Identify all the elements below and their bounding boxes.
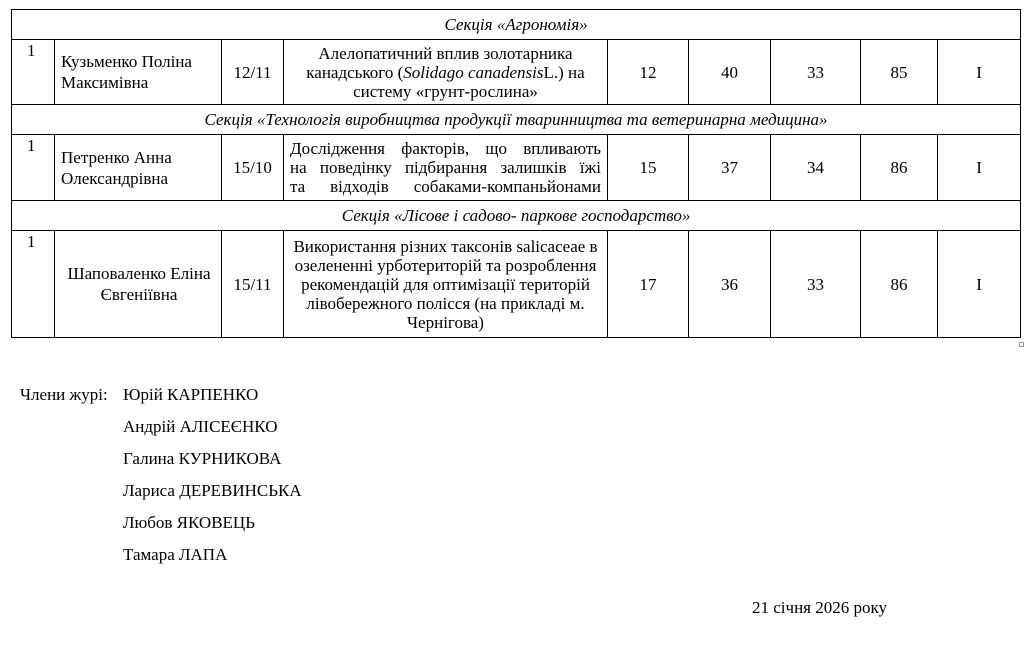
place: І <box>938 231 1021 338</box>
jury-label: Члени журі: <box>20 385 108 404</box>
score-1: 15 <box>608 135 689 201</box>
jury-member: Андрій АЛІСЕЄНКО <box>123 417 278 436</box>
score-1: 12 <box>608 40 689 105</box>
score-1: 17 <box>608 231 689 338</box>
score-2: 40 <box>689 40 771 105</box>
jury-member: Тамара ЛАПА <box>123 545 228 564</box>
topic-text: Алелопатичний вплив золотарника канадського ( <box>306 43 573 82</box>
table-row <box>12 231 1021 338</box>
place: І <box>938 135 1021 201</box>
topic-cell: Використання різних таксонів salicaceae в озелененні урботериторій та розроблення рекомендацій для оптимізації територій лівобережного полісся (на прикладі м. Чернігова) <box>284 231 608 338</box>
results-table <box>11 9 1021 338</box>
table-row <box>12 40 1021 105</box>
entry-code: 12/11 <box>222 40 284 105</box>
participant-name: Петренко Анна Олександрівна <box>55 135 222 201</box>
entry-number: 1 <box>12 135 55 201</box>
score-2: 37 <box>689 135 771 201</box>
score-2: 36 <box>689 231 771 338</box>
jury-member: Юрій КАРПЕНКО <box>123 385 259 404</box>
score-3: 33 <box>771 40 861 105</box>
participant-name: Кузьменко Поліна Максимівна <box>55 40 222 105</box>
section-title: Секція «Технологія виробництва продукції тваринництва та ветеринарна медицина» <box>12 105 1021 135</box>
table-resize-handle[interactable] <box>1019 342 1024 347</box>
topic-latin-name: Solidago canadensis <box>403 62 544 82</box>
participant-name: Шаповаленко Еліна Євгеніївна <box>55 231 222 338</box>
topic-line: на поведінку підбирання залишків їжі <box>290 158 601 177</box>
topic-cell <box>284 40 608 105</box>
entry-code: 15/11 <box>222 231 284 338</box>
total-score: 86 <box>861 231 938 338</box>
score-3: 34 <box>771 135 861 201</box>
section-title: Секція «Лісове і садово- паркове господарство» <box>12 201 1021 231</box>
topic-line: та відходів собаками-компаньйонами <box>290 177 601 196</box>
section-title: Секція «Агрономія» <box>12 10 1021 40</box>
place: І <box>938 40 1021 105</box>
jury-member: Галина КУРНИКОВА <box>123 449 282 468</box>
table-row <box>12 135 1021 201</box>
score-3: 33 <box>771 231 861 338</box>
entry-number: 1 <box>12 231 55 338</box>
entry-code: 15/10 <box>222 135 284 201</box>
total-score: 86 <box>861 135 938 201</box>
entry-number: 1 <box>12 40 55 105</box>
section-header-row <box>12 201 1021 231</box>
topic-text-continued: L.) на систему «грунт-рослина» <box>353 62 585 101</box>
jury-member: Любов ЯКОВЕЦЬ <box>123 513 255 532</box>
section-header-row <box>12 10 1021 40</box>
topic-cell <box>284 135 608 201</box>
document-date: 21 січня 2026 року <box>752 598 888 617</box>
total-score: 85 <box>861 40 938 105</box>
jury-member: Лариса ДЕРЕВИНСЬКА <box>123 481 302 500</box>
section-header-row <box>12 105 1021 135</box>
topic-line: Дослідження факторів, що впливають <box>290 139 601 158</box>
